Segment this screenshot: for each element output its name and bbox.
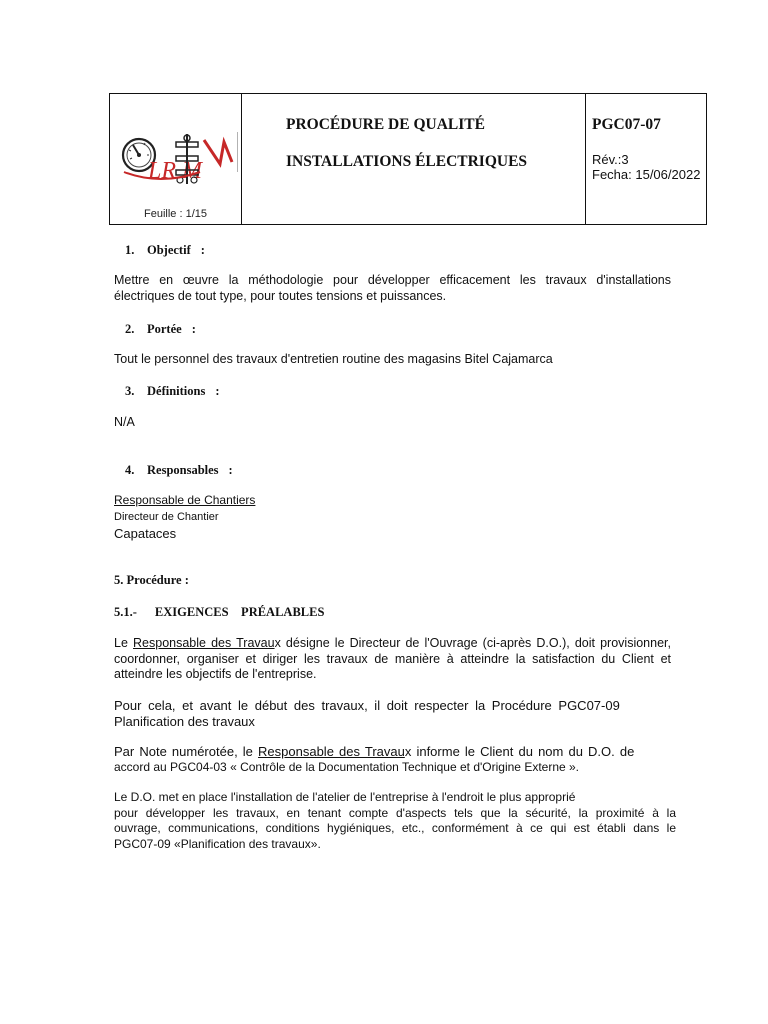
code-cell — [586, 94, 706, 224]
section-heading-objectif — [125, 243, 205, 258]
text-fragment: Par Note numérotée, le — [114, 744, 259, 759]
responsable-item: Directeur de Chantier — [114, 511, 219, 523]
paragraph-line: électriques de tout type, pour toutes tensions et puissances. — [114, 288, 447, 303]
paragraph-line — [114, 744, 671, 760]
responsable-travaux-link[interactable]: Responsable des Travau — [133, 636, 275, 650]
text-fragment: x désigne le Directeur de l'Ouvrage (ci-après D.O.), doit provisionner, — [274, 636, 671, 650]
section-heading-procedure: 5. Procédure : — [114, 573, 189, 587]
paragraph-installation-atelier — [114, 790, 676, 852]
capataces — [114, 526, 671, 542]
paragraph-line: Mettre en œuvre la méthodologie pour développer efficacement les travaux d'installations — [114, 273, 671, 287]
section-colon: : — [191, 322, 196, 336]
section-number: 2. — [125, 322, 135, 336]
document-header-table — [109, 93, 707, 225]
portee-paragraph — [114, 352, 671, 368]
title-cell — [242, 94, 586, 224]
section-title: Définitions — [147, 384, 206, 398]
text-fragment: x informe le Client du nom du D.O. de — [404, 744, 635, 759]
sheet-number: Feuille : 1/15 — [144, 208, 207, 220]
responsable-item: Responsable de Chantiers — [114, 493, 256, 507]
paragraph-responsable-travaux — [114, 636, 671, 683]
logo-cell — [110, 94, 242, 224]
section-number: 3. — [125, 384, 135, 398]
responsable-item: Capataces — [114, 526, 177, 541]
company-logo — [120, 128, 238, 190]
section-heading-portee — [125, 322, 196, 337]
paragraph-line: N/A — [114, 415, 135, 429]
document-code: PGC07-07 — [592, 116, 661, 133]
installations-title: INSTALLATIONS ÉLECTRIQUES — [286, 153, 528, 170]
paragraph-line: coordonner, organiser et diriger les travaux de manière à atteindre la satisfaction du Client et — [114, 651, 671, 666]
paragraph-line: accord au PGC04-03 « Contrôle de la Documentation Technique et d'Origine Externe ». — [114, 759, 580, 774]
svg-text:LR M: LR M — [148, 158, 202, 184]
section-heading-definitions — [125, 384, 220, 399]
paragraph-line: PGC07-09 «Planification des travaux». — [114, 836, 321, 851]
subsection-number: 5.1.- — [114, 605, 137, 619]
responsable-chantiers — [114, 493, 671, 509]
text-fragment: Le — [114, 636, 134, 650]
section-number: 1. — [125, 243, 135, 257]
definitions-paragraph — [114, 415, 671, 431]
paragraph-line: ouvrage, communications, conditions hygiéniques, etc., conformément à ce qui est établi dans le — [114, 821, 676, 835]
paragraph-note-numerotee — [114, 744, 671, 775]
section-heading-responsables — [125, 463, 233, 478]
section-number: 4. — [125, 463, 135, 477]
paragraph-line: Tout le personnel des travaux d'entretien routine des magasins Bitel Cajamarca — [114, 352, 553, 366]
paragraph-line — [114, 636, 671, 652]
responsable-travaux-link[interactable]: Responsable des Travau — [258, 744, 405, 759]
paragraph-avant-debut — [114, 698, 671, 729]
directeur-chantier — [114, 510, 671, 526]
section-title: Portée — [147, 322, 182, 336]
paragraph-line: Pour cela, et avant le début des travaux, il doit respecter la Procédure PGC07-09 — [114, 698, 620, 713]
objectif-paragraph — [114, 273, 671, 304]
paragraph-line: Planification des travaux — [114, 713, 255, 729]
revision-label: Rév.:3 — [592, 152, 629, 167]
section-colon: : — [200, 243, 205, 257]
paragraph-line: atteindre les objectifs de l'entreprise. — [114, 667, 317, 681]
subsection-heading-exigences — [114, 605, 324, 620]
paragraph-line: pour développer les travaux, en tenant compte d'aspects tels que la sécurité, la proximité à la — [114, 805, 676, 820]
subsection-title: EXIGENCES PRÉALABLES — [154, 605, 325, 619]
section-colon: : — [228, 463, 233, 477]
section-colon: : — [215, 384, 220, 398]
paragraph-line: Le D.O. met en place l'installation de l'atelier de l'entreprise à l'endroit le plus approprié — [114, 790, 576, 804]
section-title: Responsables — [147, 463, 219, 477]
section-title: Objectif — [147, 243, 191, 257]
procedure-title: PROCÉDURE DE QUALITÉ — [286, 116, 485, 133]
date-label: Fecha: 15/06/2022 — [592, 167, 701, 182]
